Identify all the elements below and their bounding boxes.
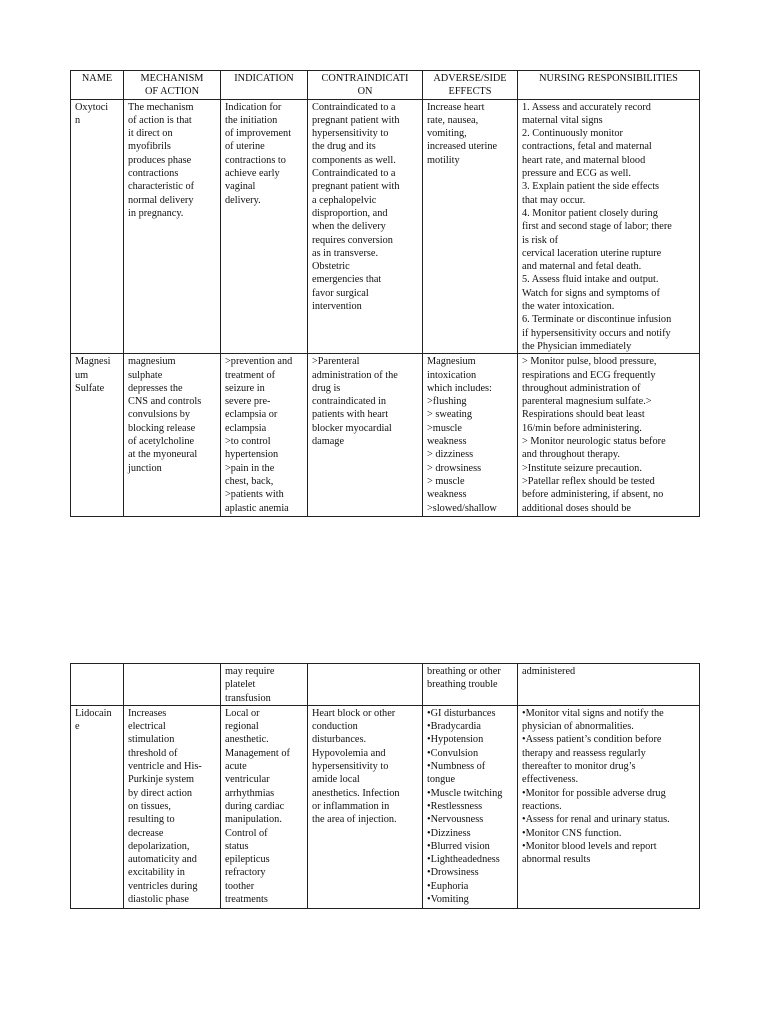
contraindication-cell: >Parenteral administration of the drug is contraindicated in patients with heart blocker myocardial damage (308, 354, 423, 517)
header-contraindication: CONTRAINDICATI ON (308, 71, 423, 100)
contraindication-cell: Heart block or other conduction disturbances. Hypovolemia and hypersensitivity to amide local anesthetics. Infection or inflammation in the area of injection. (308, 705, 423, 908)
header-nursing: NURSING RESPONSIBILITIES (518, 71, 700, 100)
header-indication: INDICATION (221, 71, 308, 100)
nursing-cell: > Monitor pulse, blood pressure, respirations and ECG frequently throughout administration of parenteral magnesium sulfate.> Respirations should beat least 16/min before administering. > Monitor neurologic status before and throughout therapy. >Institute seizure precaution. >Patellar reflex should be tested before administering, if absent, no additional doses should be (518, 354, 700, 517)
empty-cell (71, 664, 124, 706)
drug-table-page-2 (70, 663, 700, 909)
nursing-cell: •Monitor vital signs and notify the physician of abnormalities. •Assess patient’s condition before therapy and reassess regularly thereafter to monitor drug’s effectiveness. •Monitor for possible adverse drug reactions. •Assess for renal and urinary status. •Monitor CNS function. •Monitor blood levels and report abnormal results (518, 705, 700, 908)
indication-cell: Indication for the initiation of improvement of uterine contractions to achieve early vaginal delivery. (221, 99, 308, 354)
header-mechanism: MECHANISM OF ACTION (124, 71, 221, 100)
adverse-effects-cell: Magnesium intoxication which includes: >flushing > sweating >muscle weakness > dizziness > drowsiness > muscle weakness >slowed/shallow (423, 354, 518, 517)
table-row-oxytocin (71, 99, 700, 354)
indication-cell: may require platelet transfusion (221, 664, 308, 706)
indication-cell: Local or regional anesthetic. Management of acute ventricular arrhythmias during cardiac manipulation. Control of status epilepticus refractory toother treatments (221, 705, 308, 908)
adverse-effects-cell: breathing or other breathing trouble (423, 664, 518, 706)
drug-name: Lidocain e (71, 705, 124, 908)
contraindication-cell: Contraindicated to a pregnant patient with hypersensitivity to the drug and its components as well. Contraindicated to a pregnant patient with a cephalopelvic disproportion, and when the delivery requires conversion as in transverse. Obstetric emergencies that favor surgical intervention (308, 99, 423, 354)
nursing-cell: 1. Assess and accurately record maternal vital signs 2. Continuously monitor contractions, fetal and maternal heart rate, and maternal blood pressure and ECG as well. 3. Explain patient the side effects that may occur. 4. Monitor patient closely during first and second stage of labor; there is risk of cervical laceration uterine rupture and maternal and fetal death. 5. Assess fluid intake and output. Watch for signs and symptoms of the water intoxication. 6. Terminate or discontinue infusion if hypersensitivity occurs and notify the Physician immediately (518, 99, 700, 354)
table-row-continuation (71, 664, 700, 706)
header-row (71, 71, 700, 100)
drug-name: Oxytoci n (71, 99, 124, 354)
adverse-effects-cell: •GI disturbances •Bradycardia •Hypotension •Convulsion •Numbness of tongue •Muscle twitching •Restlessness •Nervousness •Dizziness •Blurred vision •Lightheadedness •Drowsiness •Euphoria •Vomiting (423, 705, 518, 908)
mechanism-cell: The mechanism of action is that it direct on myofibrils produces phase contractions characteristic of normal delivery in pregnancy. (124, 99, 221, 354)
adverse-effects-cell: Increase heart rate, nausea, vomiting, increased uterine motility (423, 99, 518, 354)
header-adverse-effects: ADVERSE/SIDE EFFECTS (423, 71, 518, 100)
empty-cell (308, 664, 423, 706)
mechanism-cell: magnesium sulphate depresses the CNS and controls convulsions by blocking release of acetylcholine at the myoneural junction (124, 354, 221, 517)
nursing-cell: administered (518, 664, 700, 706)
drug-name: Magnesi um Sulfate (71, 354, 124, 517)
drug-table-page-1 (70, 70, 700, 517)
indication-cell: >prevention and treatment of seizure in severe pre- eclampsia or eclampsia >to control hypertension >pain in the chest, back, >patients with aplastic anemia (221, 354, 308, 517)
mechanism-cell: Increases electrical stimulation threshold of ventricle and His- Purkinje system by direct action on tissues, resulting to decrease depolarization, automaticity and excitability in ventricles during diastolic phase (124, 705, 221, 908)
table-row-lidocaine (71, 705, 700, 908)
empty-cell (124, 664, 221, 706)
header-name: NAME (71, 71, 124, 100)
table-row-magnesium-sulfate (71, 354, 700, 517)
